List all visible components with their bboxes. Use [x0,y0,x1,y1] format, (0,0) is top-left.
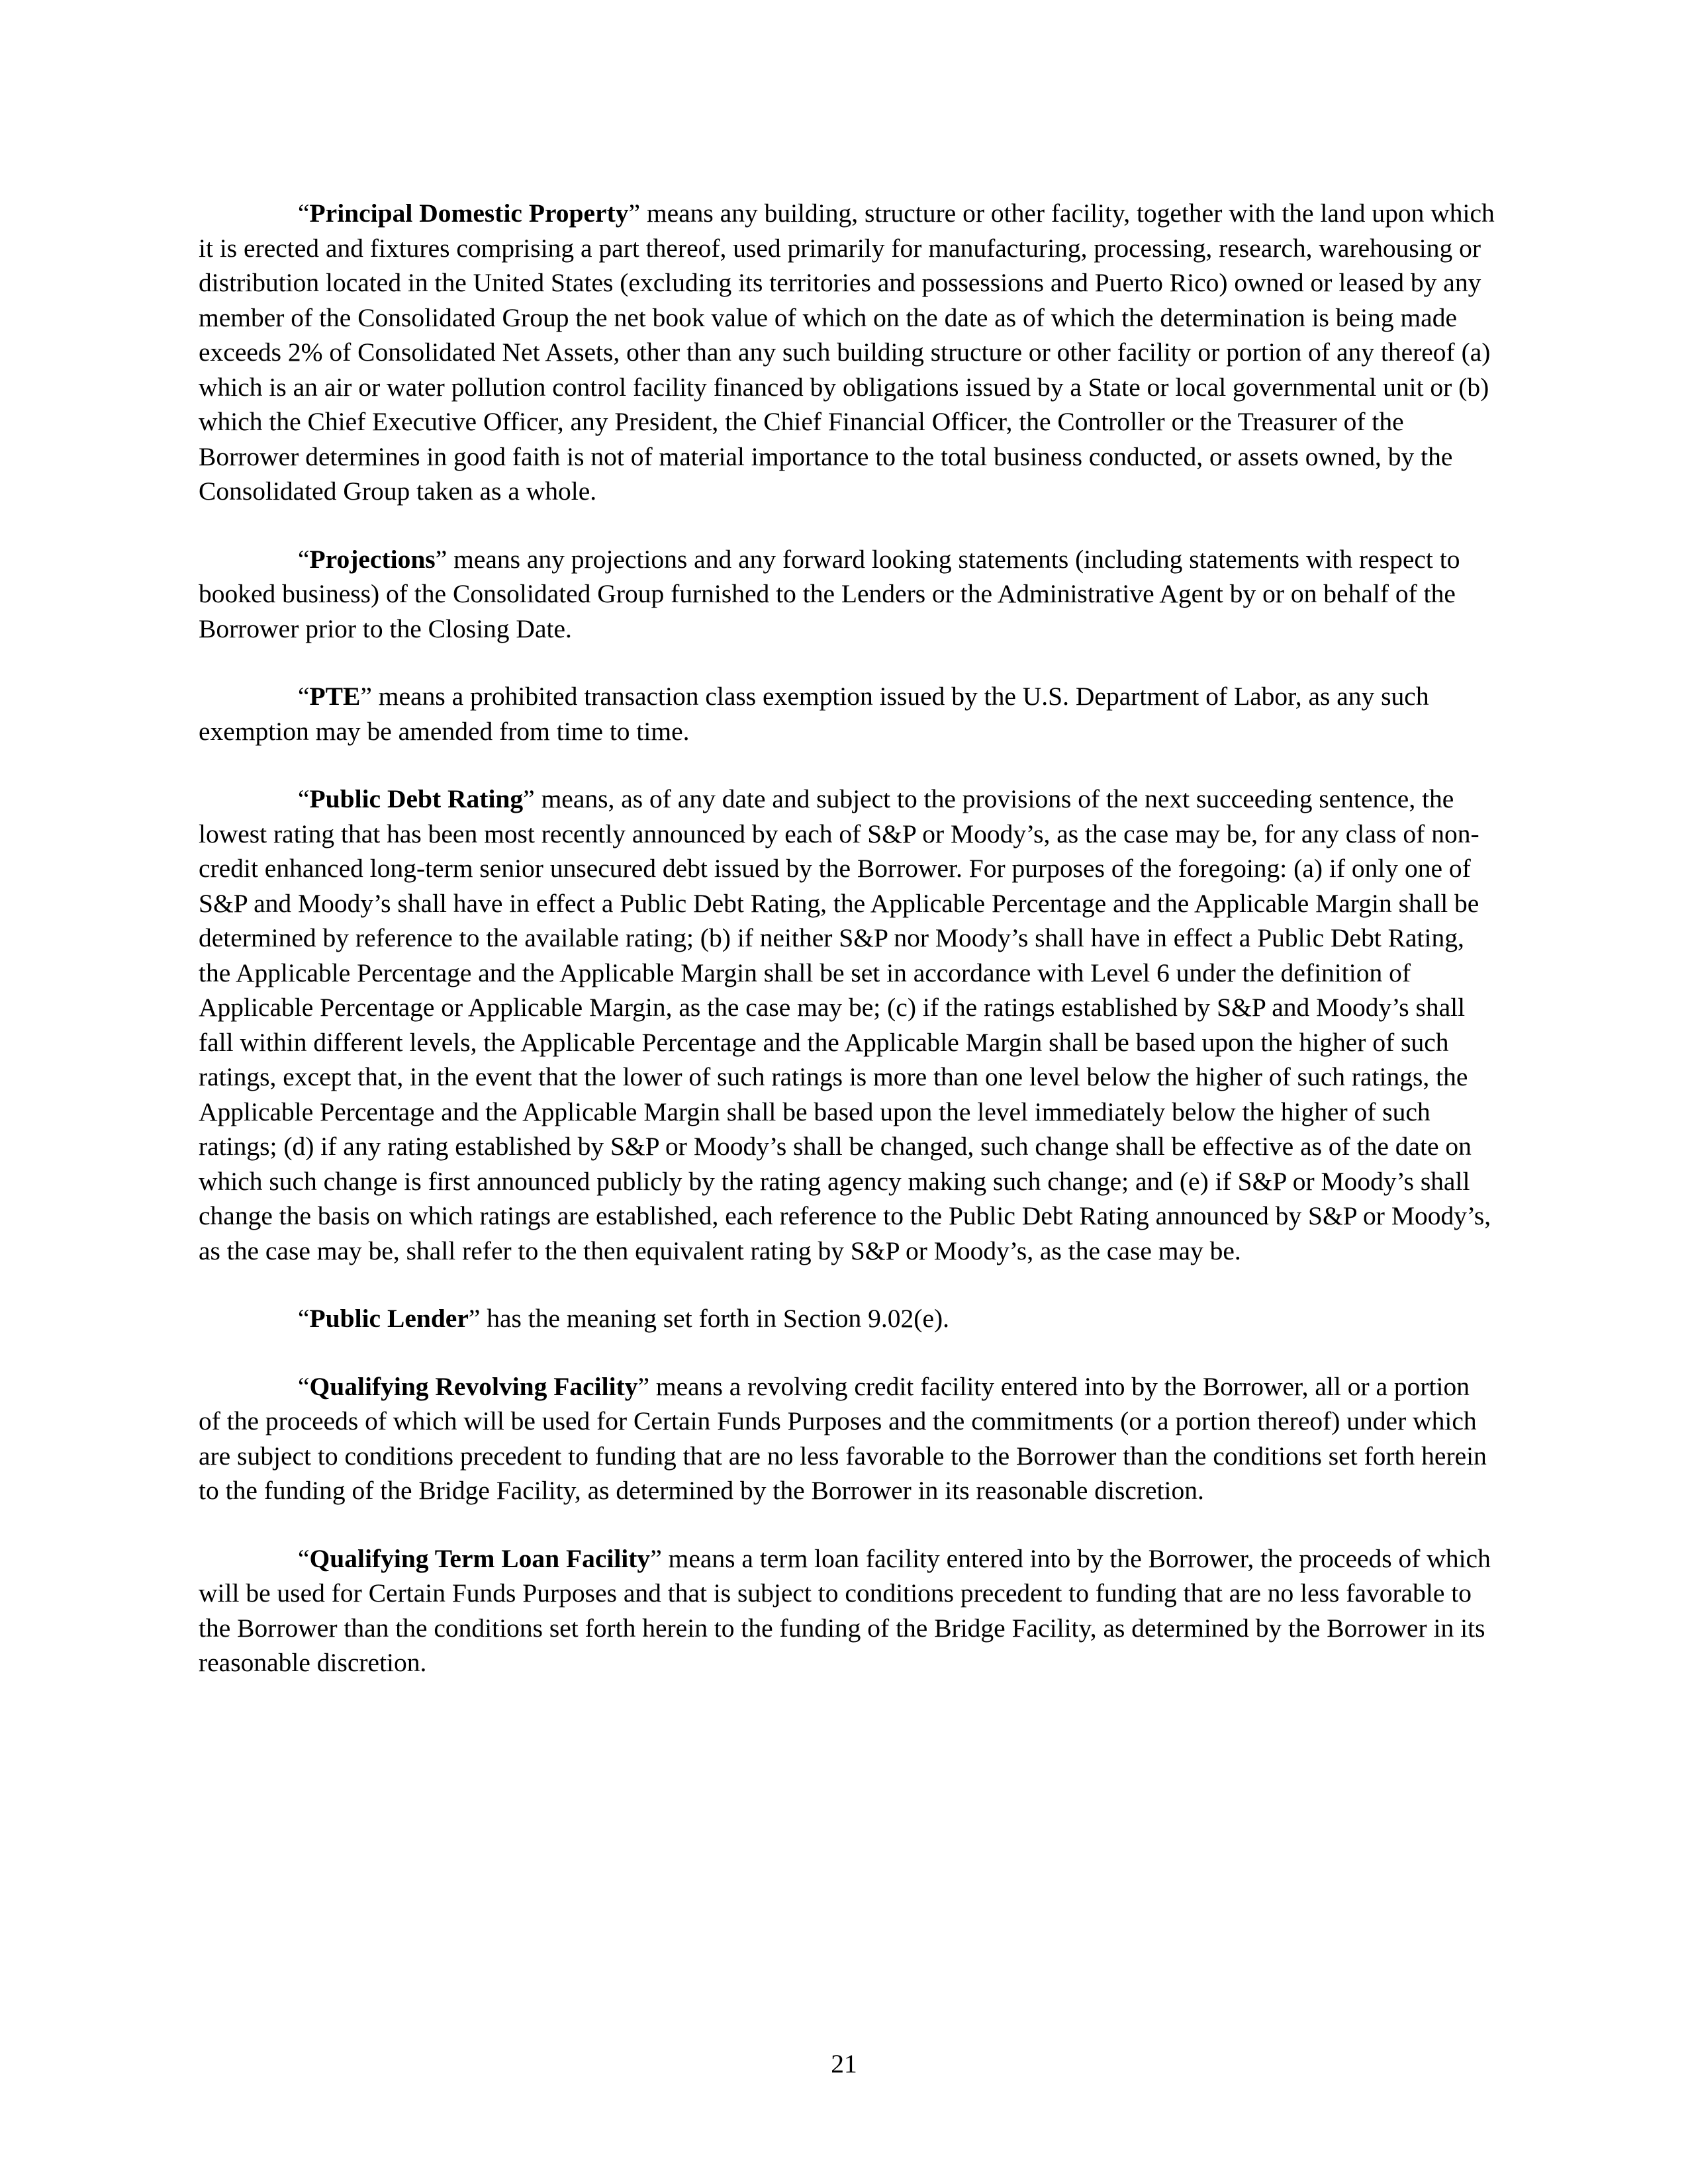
open-quote: “ [298,682,310,711]
definition-qualifying-revolving-facility [199,1369,1496,1508]
definition-text: ” means a term loan facility entered into by the Borrower, the proceeds of which will be used for Certain Funds Purposes and that is subject to conditions precedent to funding that are no less favorable to the Borrower than the conditions set forth herein to the funding of the Bridge Facility, as determined by the Borrower in its reasonable discretion. [199,1543,1491,1677]
defined-term: Principal Domestic Property [309,199,629,228]
open-quote: “ [298,1304,310,1333]
definition-text: ” means a prohibited transaction class exemption issued by the U.S. Department of Labor, as any such exemption may be amended from time to time. [199,682,1429,746]
definition-projections [199,542,1496,647]
definition-principal-domestic-property [199,196,1496,509]
open-quote: “ [298,199,310,228]
document-page [199,196,1496,1713]
defined-term: Qualifying Revolving Facility [309,1371,638,1401]
definition-text: ” means, as of any date and subject to the provisions of the next succeeding sentence, the lowest rating that has been most recently announced by each of S&P or Moody’s, as the case may be, for any class of non-credit enhanced long-term senior unsecured debt issued by the Borrower. For purposes of the foregoing: (a) if only one of S&P and Moody’s shall have in effect a Public Debt Rating, the Applicable Percentage and the Applicable Margin shall be determined by reference to the available rating; (b) if neither S&P nor Moody’s shall have in effect a Public Debt Rating, the Applicable Percentage and the Applicable Margin shall be set in accordance with Level 6 under the definition of Applicable Percentage or Applicable Margin, as the case may be; (c) if the ratings established by S&P and Moody’s shall fall within different levels, the Applicable Percentage and the Applicable Margin shall be based upon the higher of such ratings, except that, in the event that the lower of such ratings is more than one level below the higher of such ratings, the Applicable Percentage and the Applicable Margin shall be based upon the level immediately below the higher of such ratings; (d) if any rating established by S&P or Moody’s shall be changed, such change shall be effective as of the date on which such change is first announced publicly by the rating agency making such change; and (e) if S&P or Moody’s shall change the basis on which ratings are established, each reference to the Public Debt Rating announced by S&P or Moody’s, as the case may be, shall refer to the then equivalent rating by S&P or Moody’s, as the case may be. [199,784,1491,1265]
definition-qualifying-term-loan-facility [199,1541,1496,1680]
defined-term: PTE [309,682,361,711]
defined-term: Qualifying Term Loan Facility [309,1543,651,1573]
defined-term: Public Debt Rating [309,784,524,813]
definition-text: ” means any projections and any forward looking statements (including statements with respect to booked business) of the Consolidated Group furnished to the Lenders or the Administrative Agent by or on behalf of the Borrower prior to the Closing Date. [199,544,1460,643]
definition-text: ” means any building, structure or other facility, together with the land upon which it is erected and fixtures comprising a part thereof, used primarily for manufacturing, processing, research, warehousing or distribution located in the United States (excluding its territories and possessions and Puerto Rico) owned or leased by any member of the Consolidated Group the net book value of which on the date as of which the determination is being made exceeds 2% of Consolidated Net Assets, other than any such building structure or other facility or portion of any thereof (a) which is an air or water pollution control facility financed by obligations issued by a State or local governmental unit or (b) which the Chief Executive Officer, any President, the Chief Financial Officer, the Controller or the Treasurer of the Borrower determines in good faith is not of material importance to the total business conducted, or assets owned, by the Consolidated Group taken as a whole. [199,199,1495,506]
definition-text: ” means a revolving credit facility entered into by the Borrower, all or a portion of the proceeds of which will be used for Certain Funds Purposes and the commitments (or a portion thereof) under which are subject to conditions precedent to funding that are no less favorable to the Borrower than the conditions set forth herein to the funding of the Bridge Facility, as determined by the Borrower in its reasonable discretion. [199,1371,1487,1505]
definition-pte [199,679,1496,749]
defined-term: Projections [309,544,436,574]
defined-term: Public Lender [309,1304,469,1333]
definition-text: ” has the meaning set forth in Section 9.02(e). [468,1304,950,1333]
open-quote: “ [298,1543,310,1573]
open-quote: “ [298,544,310,574]
definition-public-lender [199,1301,1496,1336]
definition-public-debt-rating [199,782,1496,1268]
open-quote: “ [298,1371,310,1401]
open-quote: “ [298,784,310,813]
page-number: 21 [831,2049,857,2078]
